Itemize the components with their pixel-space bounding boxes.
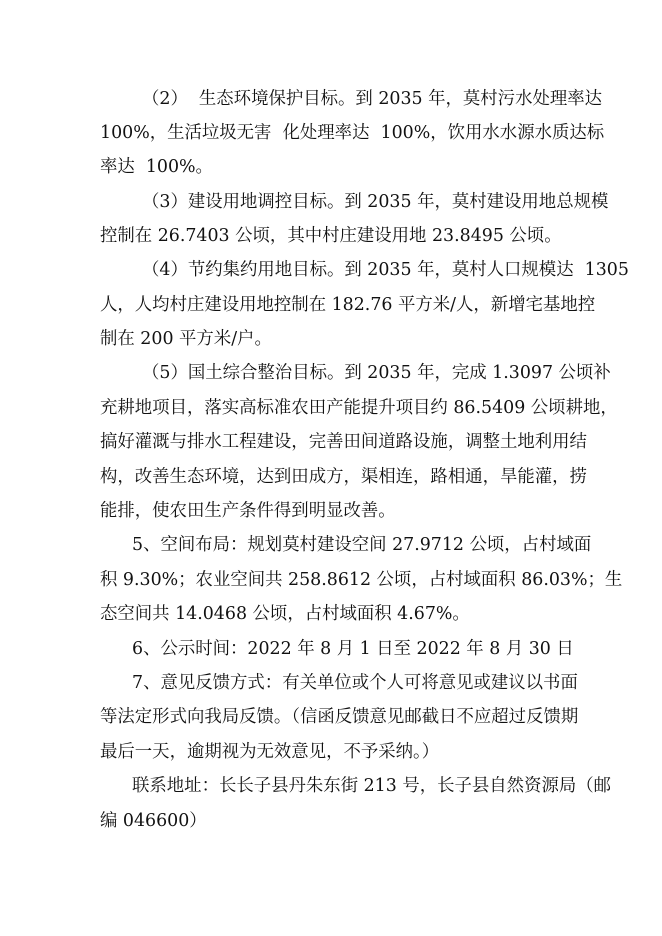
spatial-layout-line-2: 积 9.30%；农业空间共 258.8612 公顷，占村域面积 86.03%；生: [100, 570, 623, 590]
goal-5-line-1: （5）国土综合整治目标。到 2035 年，完成 1.3097 公顷补: [142, 363, 611, 383]
feedback-line-3: 最后一天，逾期视为无效意见，不予采纳。）: [100, 742, 440, 762]
goal-2-line-2: 100%，生活垃圾无害 化处理率达 100%，饮用水水源水质达标: [100, 123, 605, 143]
spatial-layout-line-1: 5、空间布局：规划莫村建设空间 27.9712 公顷，占村域面: [132, 535, 592, 555]
goal-2-line-1: （2） 生态环境保护目标。到 2035 年，莫村污水处理率达: [142, 89, 603, 109]
publicity-time-line: 6、公示时间：2022 年 8 月 1 日至 2022 年 8 月 30 日: [132, 639, 574, 659]
goal-5-line-5: 能排，使农田生产条件得到明显改善。: [100, 501, 396, 521]
spatial-layout-line-3: 态空间共 14.0468 公顷，占村域面积 4.67%。: [100, 604, 470, 624]
goal-4-line-3: 制在 200 平方米/户。: [100, 329, 272, 349]
feedback-line-1: 7、意见反馈方式：有关单位或个人可将意见或建议以书面: [132, 673, 578, 693]
contact-address-line-2: 编 046600）: [100, 811, 207, 831]
goal-4-line-1: （4）节约集约用地目标。到 2035 年，莫村人口规模达 1305: [142, 260, 629, 280]
contact-address-line-1: 联系地址：长长子县丹朱东街 213 号，长子县自然资源局（邮: [132, 776, 612, 796]
goal-3-line-2: 控制在 26.7403 公顷，其中村庄建设用地 23.8495 公顷。: [100, 226, 562, 246]
goal-5-line-4: 构，改善生态环境，达到田成方，渠相连，路相通，旱能灌，捞: [100, 467, 587, 487]
goal-2-line-3: 率达 100%。: [100, 157, 213, 177]
goal-4-line-2: 人，人均村庄建设用地控制在 182.76 平方米/人，新增宅基地控: [100, 295, 596, 315]
feedback-line-2: 等法定形式向我局反馈。（信函反馈意见邮截日不应超过反馈期: [100, 707, 579, 727]
goal-5-line-2: 充耕地项目，落实高标准农田产能提升项目约 86.5409 公顷耕地，: [100, 398, 618, 418]
goal-5-line-3: 搞好灌溉与排水工程建设，完善田间道路设施，调整土地利用结: [100, 432, 587, 452]
goal-3-line-1: （3）建设用地调控目标。到 2035 年，莫村建设用地总规模: [142, 192, 609, 212]
